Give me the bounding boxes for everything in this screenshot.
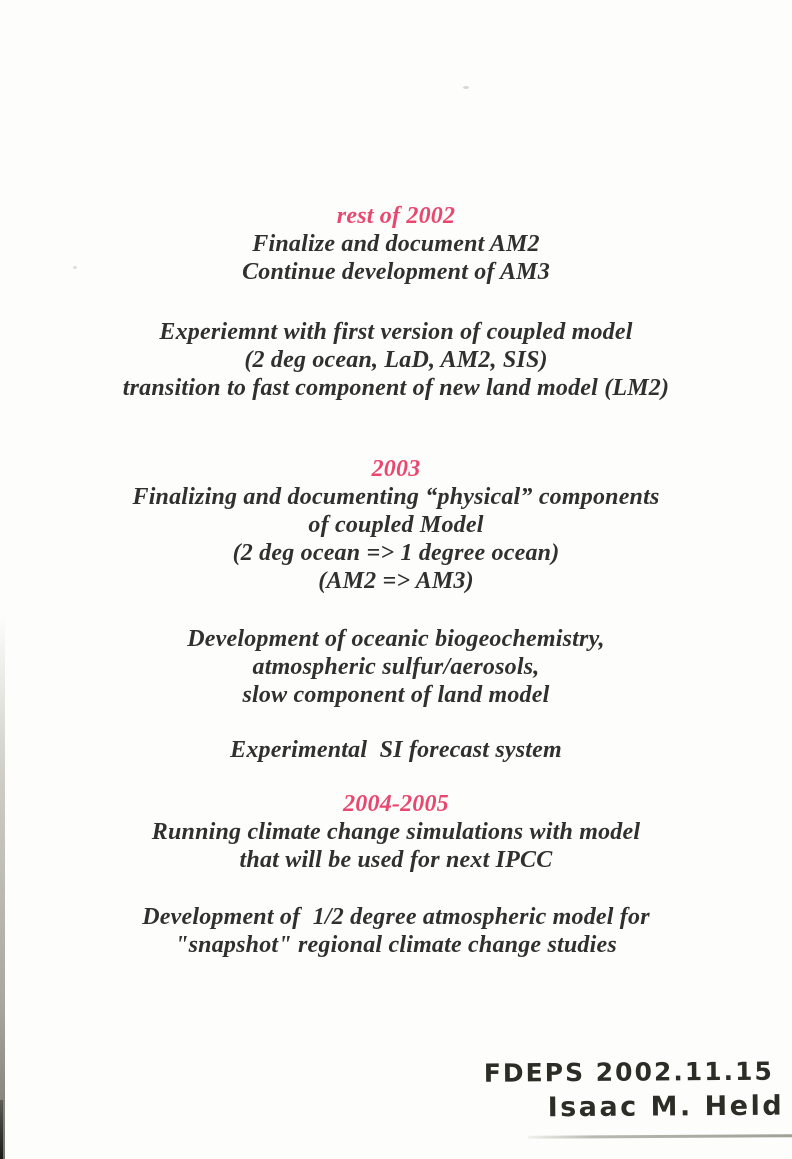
text-line: slow component of land model [242, 682, 550, 708]
section-heading-rest-of-2002: rest of 2002 [336, 203, 456, 229]
text-line: Finalize and document AM2 [252, 231, 540, 257]
section-half-degree-model [0, 903, 792, 959]
text-line: that will be used for next IPCC [239, 847, 553, 873]
text-line: atmospheric sulfur/aerosols, [252, 654, 540, 680]
section-rest-of-2002 [0, 202, 792, 286]
text-line: (2 deg ocean, LaD, AM2, SIS) [244, 347, 548, 373]
text-line: Experimental SI forecast system [230, 737, 562, 763]
text-line: Experiemnt with first version of coupled model [159, 319, 633, 345]
handwritten-note [386, 1057, 786, 1125]
text-line: "snapshot" regional climate change studies [175, 932, 617, 958]
text-line: Continue development of AM3 [242, 259, 550, 285]
section-biogeochemistry-development [0, 625, 792, 709]
text-line: Development of oceanic biogeochemistry, [187, 626, 605, 652]
schedule-text-block [0, 202, 792, 959]
section-heading-2004-2005: 2004-2005 [343, 791, 449, 817]
handwritten-author-name: Isaac M. Held [547, 1090, 785, 1124]
handwritten-event-date: FDEPS 2002.11.15 [483, 1056, 774, 1088]
section-heading-2003: 2003 [371, 456, 421, 482]
section-si-forecast [0, 736, 792, 764]
text-line: Finalizing and documenting “physical” components [132, 484, 660, 510]
scan-dust-speck [73, 266, 77, 269]
text-line: Development of 1/2 degree atmospheric model for [142, 904, 650, 930]
section-2004-2005 [0, 790, 792, 874]
scan-left-edge-artifact [0, 615, 5, 1159]
text-line: transition to fast component of new land model (LM2) [122, 375, 670, 401]
text-line: Running climate change simulations with model [151, 819, 641, 845]
scan-underline-artifact [528, 1134, 792, 1139]
section-2003 [0, 455, 792, 595]
text-line: of coupled Model [308, 512, 484, 538]
scan-dust-speck [463, 86, 469, 89]
scan-left-edge-artifact-dark [0, 1100, 3, 1159]
text-line: (2 deg ocean => 1 degree ocean) [232, 540, 560, 566]
section-coupled-model-experiment [0, 318, 792, 402]
text-line: (AM2 => AM3) [318, 568, 474, 594]
